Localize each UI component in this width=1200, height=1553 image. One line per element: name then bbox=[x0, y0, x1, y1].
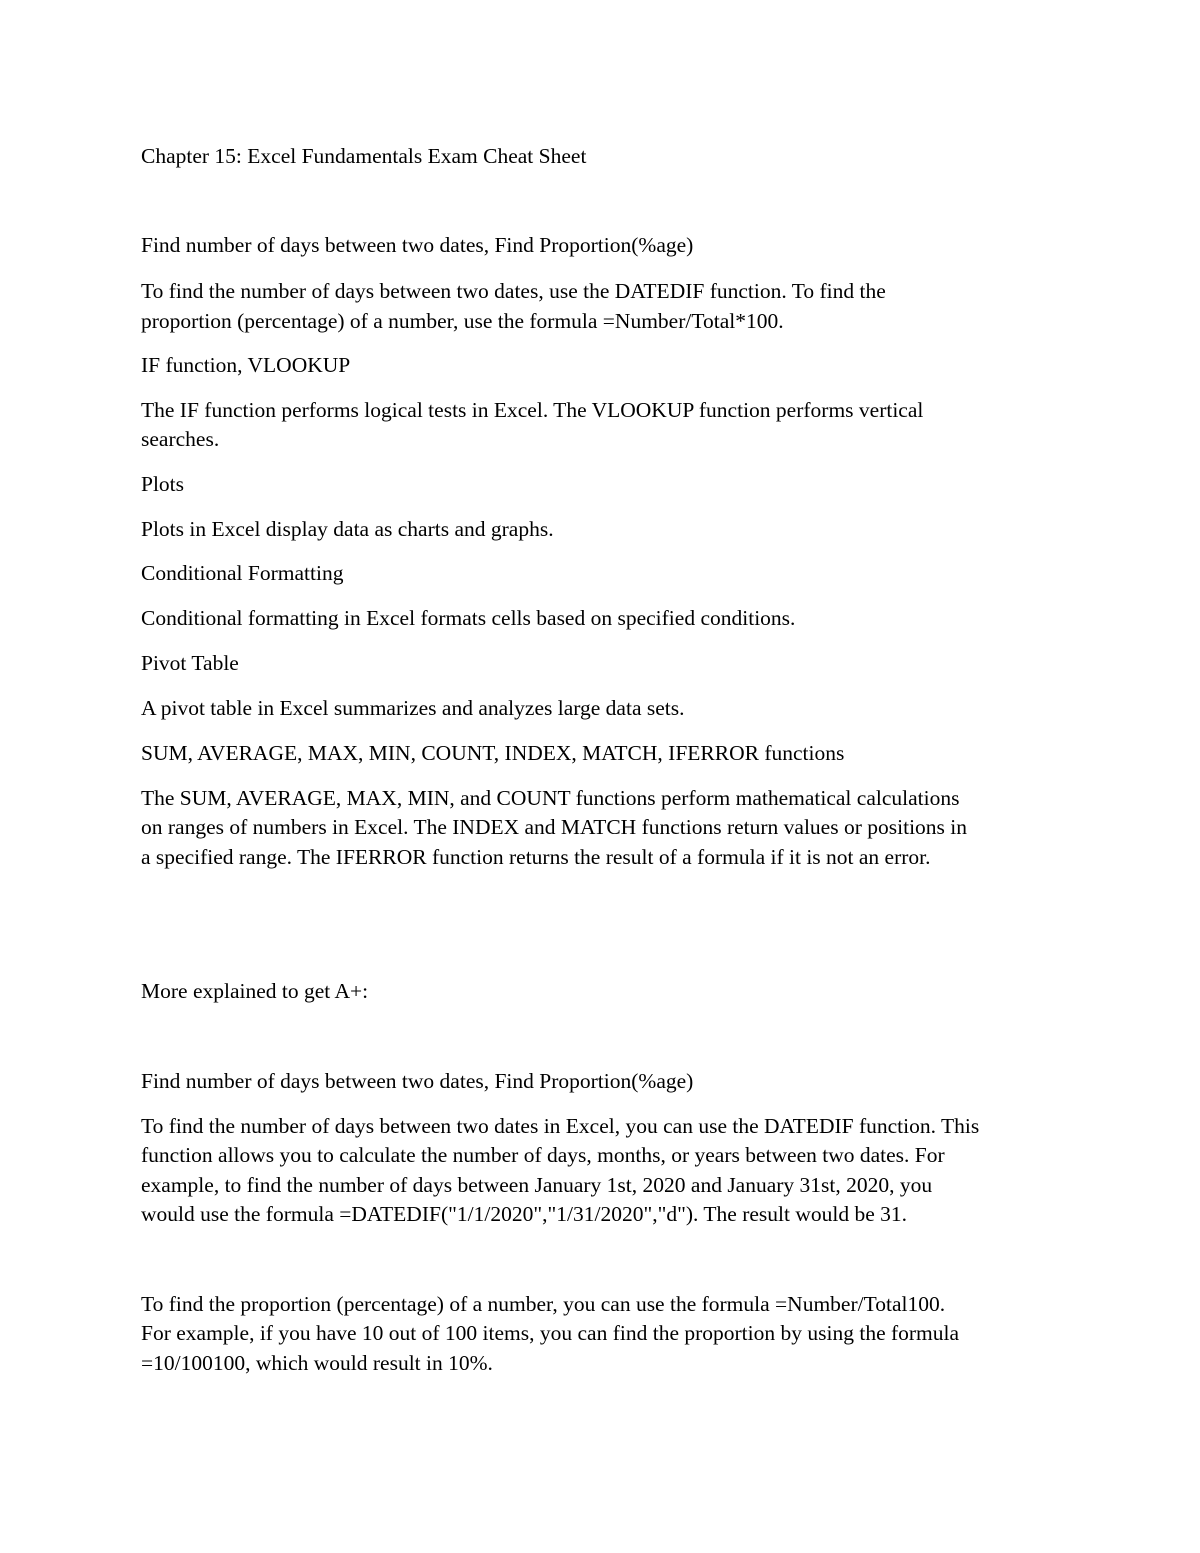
section-heading: Find number of days between two dates, Find Proportion(%age) bbox=[141, 1069, 694, 1093]
body-line: Plots in Excel display data as charts and graphs. bbox=[141, 517, 554, 541]
section-heading: Plots bbox=[141, 472, 185, 496]
section-heading: Conditional Formatting bbox=[141, 561, 344, 585]
body-line: would use the formula =DATEDIF("1/1/2020","1/31/2020","d"). The result would be 31. bbox=[141, 1202, 908, 1226]
body-line: proportion (percentage) of a number, use the formula =Number/Total*100. bbox=[141, 309, 784, 333]
body-line: For example, if you have 10 out of 100 items, you can find the proportion by using the formula bbox=[141, 1321, 960, 1345]
section-heading: SUM, AVERAGE, MAX, MIN, COUNT, INDEX, MATCH, IFERROR functions bbox=[141, 741, 845, 765]
body-line: The IF function performs logical tests in Excel. The VLOOKUP function performs vertical bbox=[141, 398, 924, 422]
body-line: searches. bbox=[141, 427, 220, 451]
section-heading: Find number of days between two dates, Find Proportion(%age) bbox=[141, 233, 694, 257]
body-line: =10/100100, which would result in 10%. bbox=[141, 1351, 493, 1375]
body-line: To find the number of days between two dates, use the DATEDIF function. To find the bbox=[141, 279, 886, 303]
body-line: To find the number of days between two dates in Excel, you can use the DATEDIF function. This bbox=[141, 1114, 980, 1138]
section-heading: Pivot Table bbox=[141, 651, 239, 675]
body-line: A pivot table in Excel summarizes and analyzes large data sets. bbox=[141, 696, 685, 720]
body-line: To find the proportion (percentage) of a number, you can use the formula =Number/Total100. bbox=[141, 1292, 946, 1316]
body-line: example, to find the number of days between January 1st, 2020 and January 31st, 2020, you bbox=[141, 1173, 933, 1197]
body-line: Conditional formatting in Excel formats cells based on specified conditions. bbox=[141, 606, 796, 630]
body-line: The SUM, AVERAGE, MAX, MIN, and COUNT functions perform mathematical calculations bbox=[141, 786, 960, 810]
body-line: function allows you to calculate the number of days, months, or years between two dates. For bbox=[141, 1143, 945, 1167]
body-line: a specified range. The IFERROR function returns the result of a formula if it is not an error. bbox=[141, 845, 931, 869]
more-explained-heading: More explained to get A+: bbox=[141, 979, 369, 1003]
page-title: Chapter 15: Excel Fundamentals Exam Cheat Sheet bbox=[141, 144, 587, 168]
section-heading: IF function, VLOOKUP bbox=[141, 353, 351, 377]
body-line: on ranges of numbers in Excel. The INDEX and MATCH functions return values or positions in bbox=[141, 815, 968, 839]
